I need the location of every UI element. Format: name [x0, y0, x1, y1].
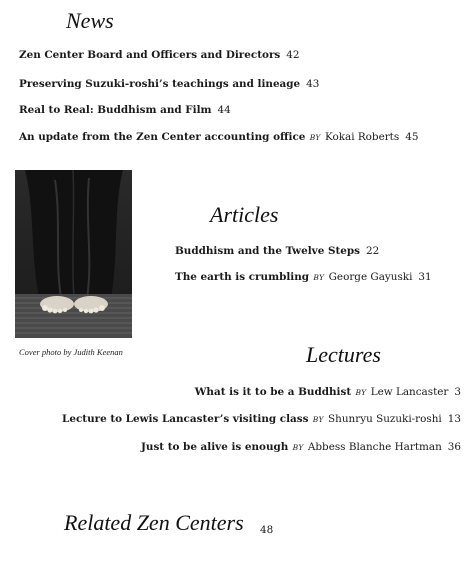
news-entry[interactable] [19, 77, 319, 91]
cover-photo-illustration [15, 170, 132, 338]
entry-title: What is it to be a Buddhist [194, 386, 352, 398]
entry-title: The earth is crumbling [175, 271, 310, 283]
entry-by: BY [309, 133, 321, 142]
entry-by: BY [313, 273, 325, 282]
entry-author: Kokai Roberts [324, 131, 400, 143]
news-entry[interactable] [19, 48, 300, 62]
entry-by: BY [312, 415, 324, 424]
entry-page: 42 [286, 49, 300, 61]
entry-by: BY [355, 388, 367, 397]
entry-page: 45 [405, 131, 419, 143]
entry-title: Zen Center Board and Officers and Directors [19, 49, 281, 61]
entry-author: Abbess Blanche Hartman [307, 441, 442, 453]
entry-title: Real to Real: Buddhism and Film [19, 104, 212, 116]
entry-title: Preserving Suzuki-roshi’s teachings and lineage [19, 78, 301, 90]
entry-author: George Gayuski [328, 271, 413, 283]
lectures-entry[interactable] [62, 412, 461, 427]
entry-page: 31 [418, 271, 432, 283]
entry-author: Lew Lancaster [370, 386, 449, 398]
news-entry[interactable] [19, 130, 418, 145]
entry-title: Buddhism and the Twelve Steps [175, 245, 360, 257]
lectures-entry[interactable] [195, 385, 461, 400]
news-heading: News [66, 8, 114, 33]
entry-page: 36 [447, 441, 461, 453]
related-page[interactable]: 48 [260, 524, 274, 536]
entry-title: An update from the Zen Center accounting office [19, 131, 306, 143]
news-entry[interactable] [19, 103, 231, 117]
entry-title: Lecture to Lewis Lancaster’s visiting class [62, 413, 309, 425]
articles-entry[interactable] [175, 244, 379, 258]
articles-entry[interactable] [175, 270, 432, 285]
entry-title: Just to be alive is enough [140, 441, 289, 453]
lectures-entry[interactable] [141, 440, 461, 455]
articles-heading: Articles [210, 202, 279, 227]
related-heading: Related Zen Centers [64, 510, 244, 535]
entry-page: 44 [217, 104, 231, 116]
entry-page: 13 [447, 413, 461, 425]
entry-by: BY [292, 443, 304, 452]
cover-caption: Cover photo by Judith Keenan [19, 347, 123, 357]
entry-author: Shunryu Suzuki-roshi [328, 413, 442, 425]
entry-page: 22 [365, 245, 380, 257]
entry-page: 3 [454, 386, 461, 398]
entry-page: 43 [306, 78, 320, 90]
cover-photo [15, 170, 132, 338]
lectures-heading: Lectures [306, 342, 381, 367]
